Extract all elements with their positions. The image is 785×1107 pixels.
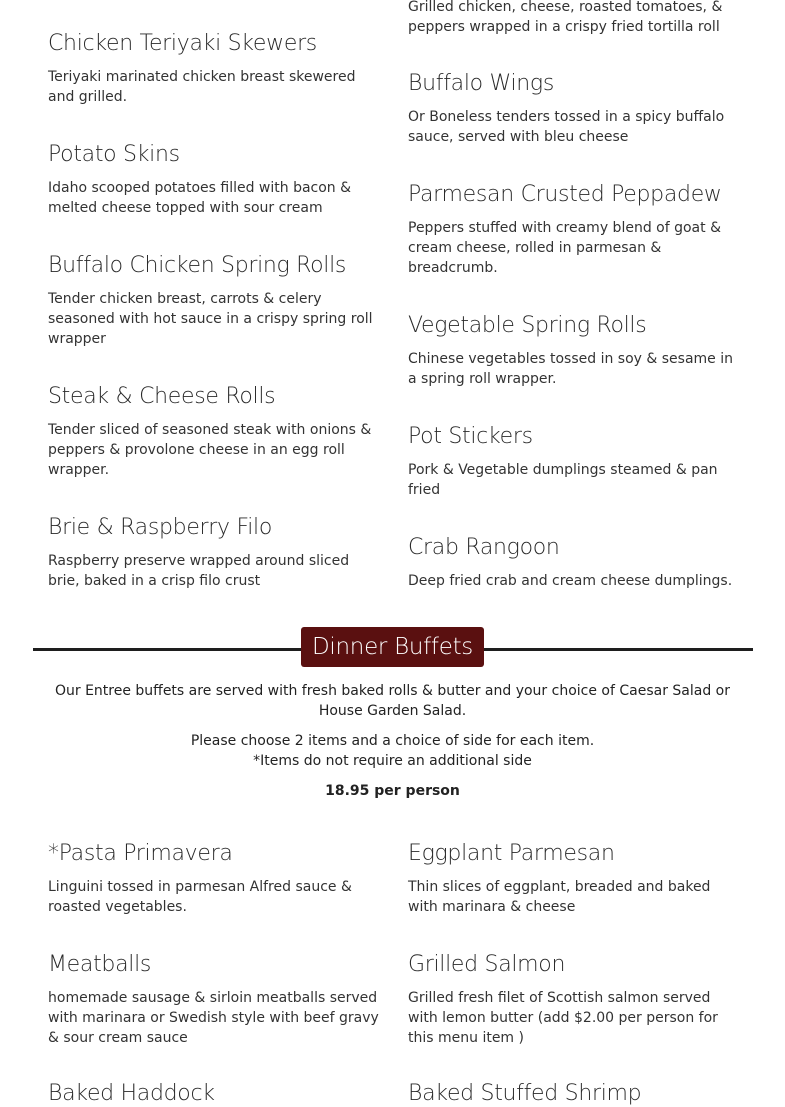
item-title: Eggplant Parmesan [408, 841, 615, 866]
item-description: Grilled chicken, cheese, roasted tomatoes, & peppers wrapped in a crispy fried tortilla roll [408, 0, 723, 35]
section-heading: Dinner Buffets [301, 627, 484, 667]
item-description: Tender chicken breast, carrots & celery seasoned with hot sauce in a crispy spring roll wrapper [48, 291, 373, 348]
menu-item [48, 31, 383, 107]
item-title: Vegetable Spring Rolls [408, 313, 647, 338]
menu-item [408, 424, 743, 500]
item-title: *Pasta Primavera [48, 841, 233, 866]
buffet-item [48, 1081, 383, 1107]
buffet-choose-line: Please choose 2 items and a choice of side for each item. [190, 733, 595, 749]
item-description: Or Boneless tenders tossed in a spicy buffalo sauce, served with bleu cheese [408, 109, 725, 146]
buffet-item [408, 952, 743, 1048]
item-title: Meatballs [48, 952, 152, 977]
item-description: Chinese vegetables tossed in soy & sesame in a spring roll wrapper. [408, 351, 733, 388]
item-title: Baked Stuffed Shrimp [408, 1081, 642, 1106]
item-description: Deep fried crab and cream cheese dumplings. [408, 573, 733, 590]
item-title: Potato Skins [48, 142, 180, 167]
item-title: Grilled Salmon [408, 952, 566, 977]
item-title: Steak & Cheese Rolls [48, 384, 276, 409]
menu-item [48, 384, 383, 480]
item-description: homemade sausage & sirloin meatballs served with marinara or Swedish style with beef gravy & sour cream sauce [48, 990, 379, 1047]
item-description: Teriyaki marinated chicken breast skewered and grilled. [48, 69, 356, 106]
item-title: Crab Rangoon [408, 535, 560, 560]
menu-item [408, 535, 743, 591]
item-title: Buffalo Chicken Spring Rolls [48, 253, 347, 278]
item-title: Buffalo Wings [408, 71, 554, 96]
item-title: Chicken Teriyaki Skewers [48, 31, 317, 56]
menu-item [48, 142, 383, 218]
buffet-item [408, 841, 743, 917]
item-title: Brie & Raspberry Filo [48, 515, 272, 540]
item-description: Raspberry preserve wrapped around sliced brie, baked in a crisp filo crust [48, 553, 350, 590]
menu-item [48, 515, 383, 591]
item-title: Pot Stickers [408, 424, 533, 449]
menu-item [48, 253, 383, 349]
item-title: Baked Haddock [48, 1081, 215, 1106]
menu-item-partial [408, 0, 743, 37]
item-description: Idaho scooped potatoes filled with bacon & melted cheese topped with sour cream [48, 180, 352, 217]
menu-item [408, 313, 743, 389]
item-description: Tender sliced of seasoned steak with onions & peppers & provolone cheese in an egg roll wrapper. [48, 422, 372, 479]
item-title: Parmesan Crusted Peppadew [408, 182, 722, 207]
buffet-item [408, 1081, 743, 1107]
item-description: Linguini tossed in parmesan Alfred sauce & roasted vegetables. [48, 879, 352, 916]
buffet-item [48, 952, 383, 1048]
item-description: Thin slices of eggplant, breaded and baked with marinara & cheese [408, 879, 711, 916]
menu-item [408, 71, 743, 147]
buffet-price: 18.95 per person [325, 783, 460, 799]
buffet-intro: Our Entree buffets are served with fresh baked rolls & butter and your choice of Caesar Salad or House Garden Salad. [54, 683, 730, 719]
buffet-item [48, 841, 383, 917]
item-description: Pork & Vegetable dumplings steamed & pan fried [408, 462, 718, 499]
menu-item [408, 182, 743, 278]
buffet-note: *Items do not require an additional side [253, 753, 532, 769]
item-description: Peppers stuffed with creamy blend of goat & cream cheese, rolled in parmesan & breadcrumb. [408, 220, 721, 277]
item-description: Grilled fresh filet of Scottish salmon served with lemon butter (add $2.00 per person for this menu item ) [408, 990, 718, 1047]
